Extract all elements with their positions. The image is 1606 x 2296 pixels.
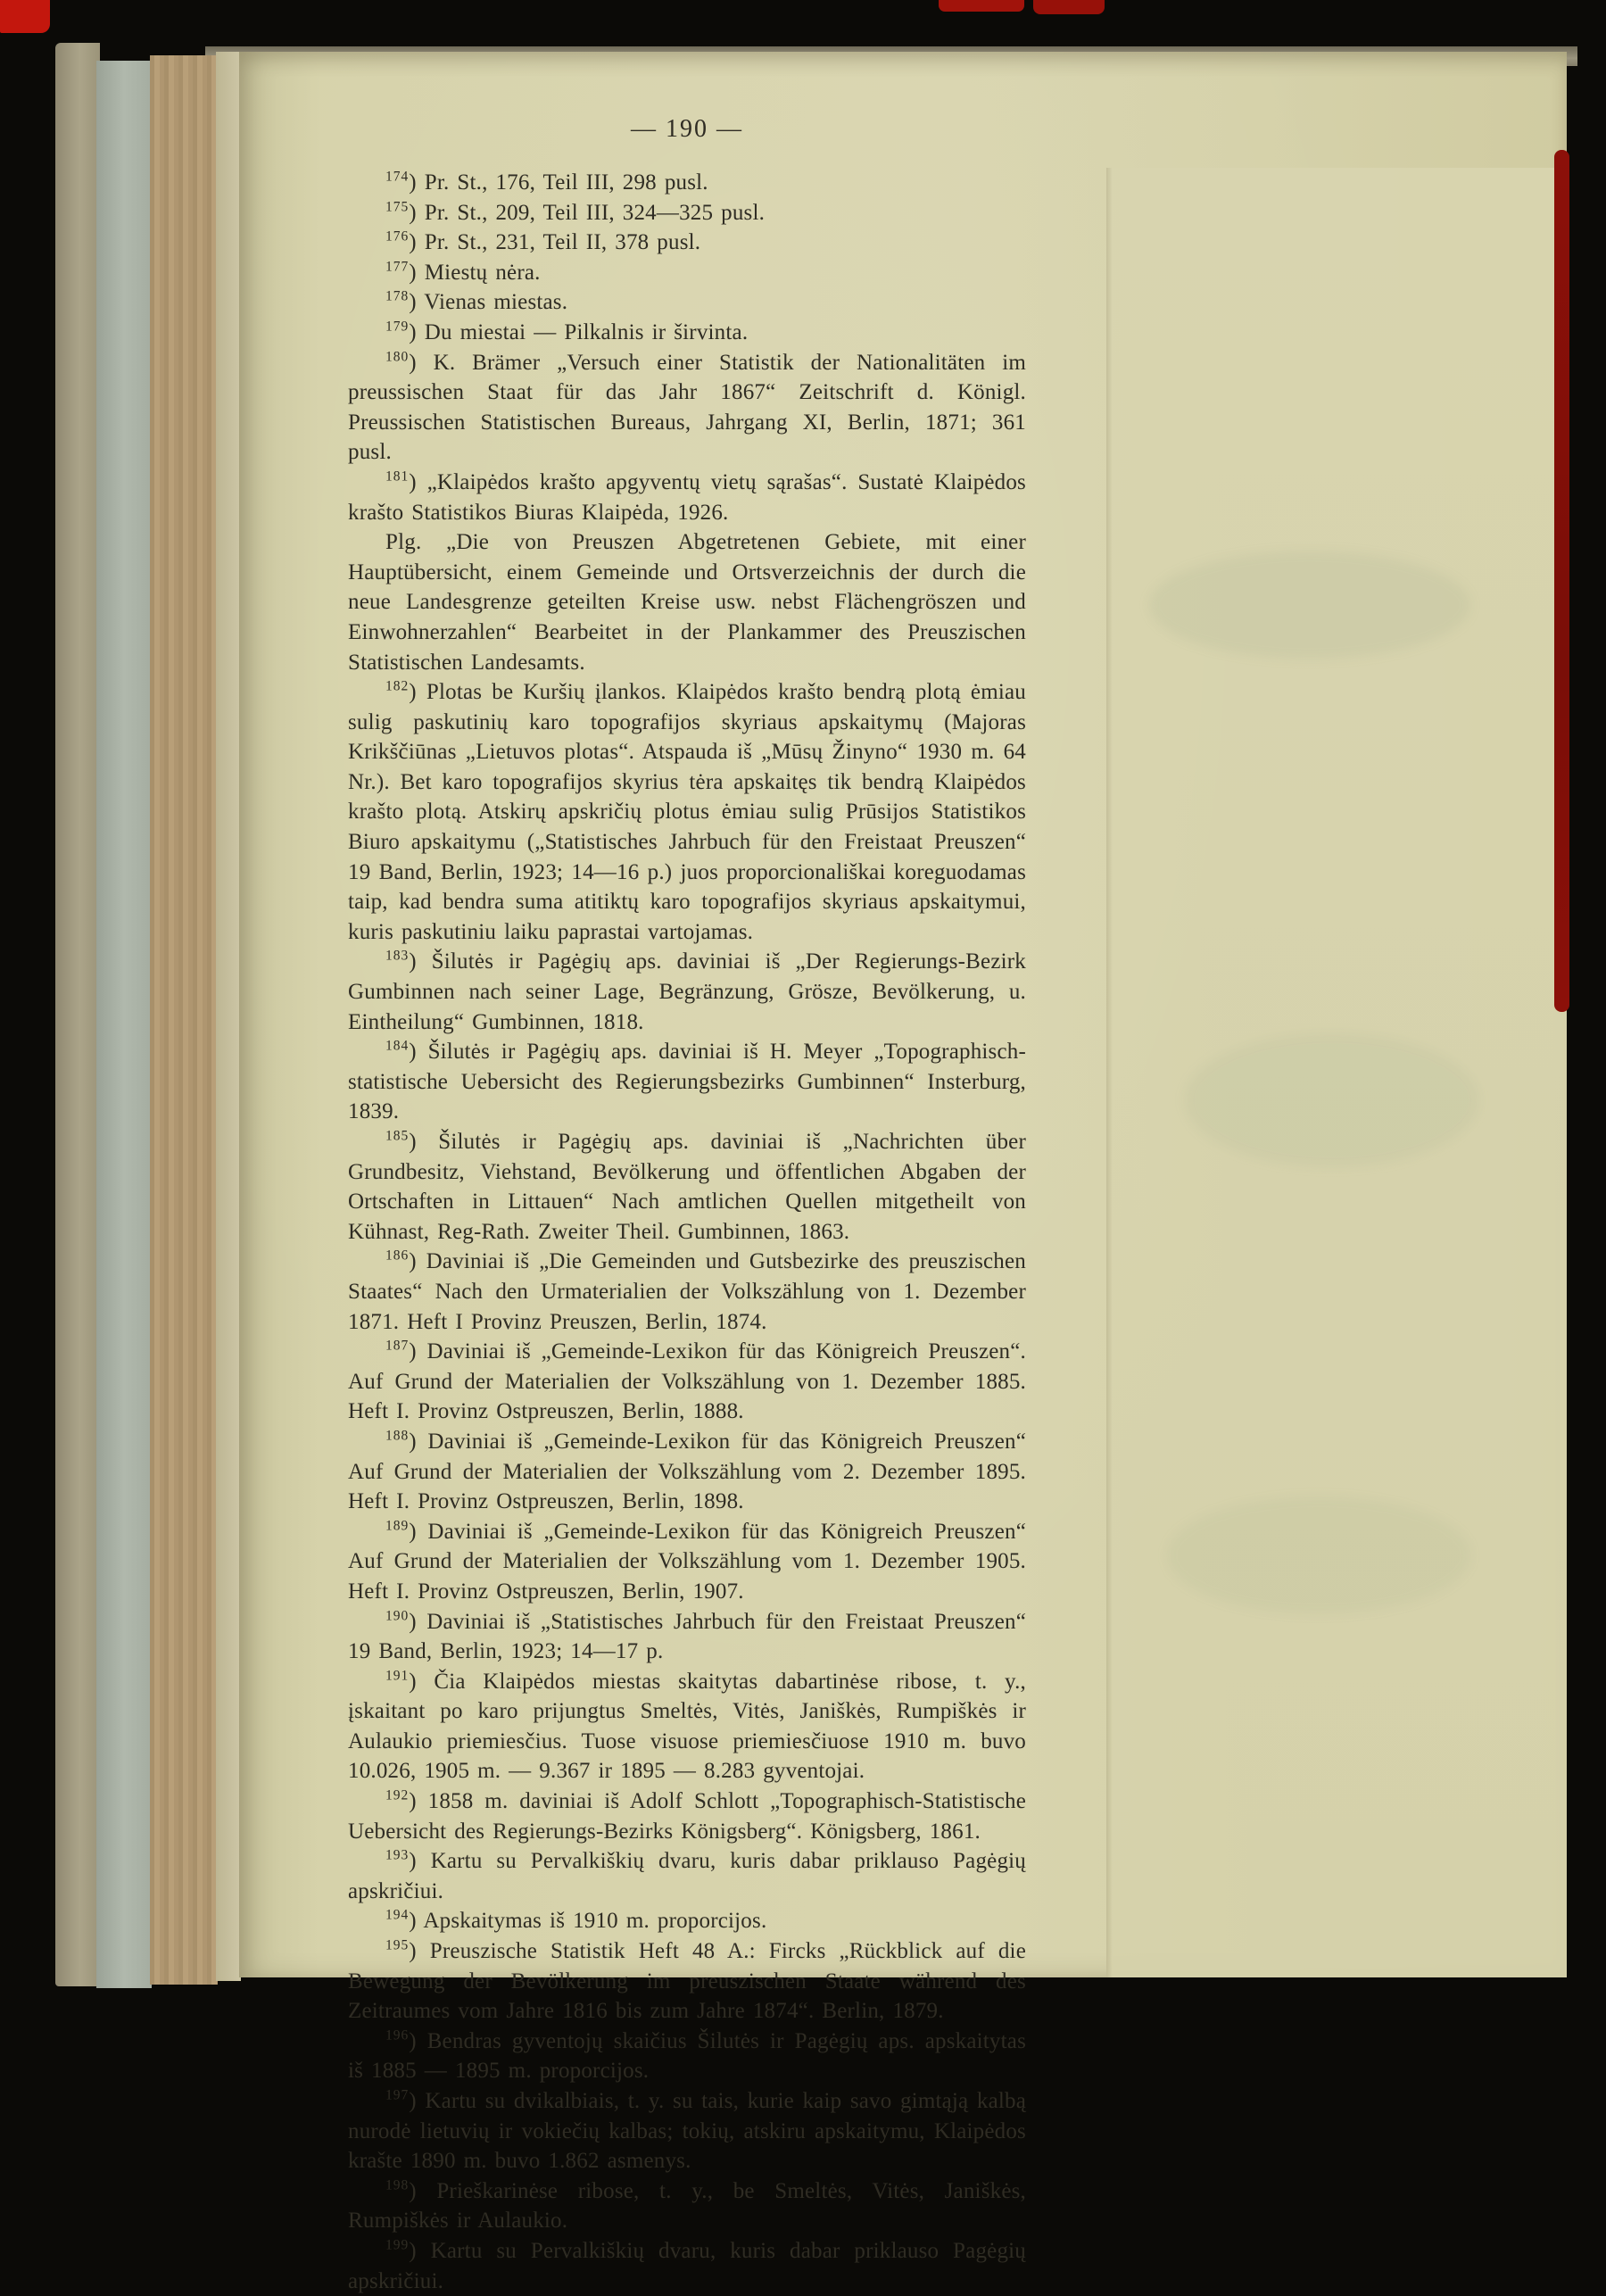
footnote-text: Preuszische Statistik Heft 48 A.: Fircks „Rückblick auf die Bewegung der Bevölkerung im preuszischen Staate während des Zeitraumes vom Jahre 1816 bis zum Jahre 1874“. Berlin, 1879. (348, 1939, 1027, 2024)
footnote-number-suffix: ) (409, 1789, 417, 1814)
footnote-number-suffix: ) (409, 1609, 417, 1634)
footnote-paragraph (348, 287, 1026, 318)
footnote-number: 180 (385, 349, 410, 365)
footnote-text: Daviniai iš „Die Gemeinden und Gutsbezirke des preuszischen Staates“ Nach den Urmaterialien der Volkszählung von 1. Dezember 1871. Heft I Provinz Preuszen, Berlin, 1874. (348, 1249, 1027, 1334)
footnote-text: Daviniai iš „Statistisches Jahrbuch für den Freistaat Preuszen“ 19 Band, Berlin, 1923; 14—17 p. (348, 1609, 1027, 1664)
footnote-number-suffix: ) (409, 1249, 417, 1274)
footnote-text: Šilutės ir Pagėgių aps. daviniai iš H. Meyer „Topographisch-statistische Uebersicht des Regierungsbezirks Gumbinnen“ Insterburg, 1839. (348, 1040, 1026, 1124)
footnote-text: Bendras gyventojų skaičius Šilutės ir Pagėgių aps. apskaitytas iš 1885 — 1895 m. proporcijos. (348, 2028, 1026, 2084)
footnote-number: 195 (385, 1937, 410, 1953)
footnote-paragraph (348, 2027, 1026, 2086)
footnote-paragraph (348, 1607, 1026, 1667)
footnote-text: Plg. „Die von Preuszen Abgetretenen Gebiete, mit einer Hauptübersicht, einem Gemeinde und Ortsverzeichnis der durch die neue Landesgrenze geteilten Kreise usw. nebst Flächengröszen und Einwohnerzahlen“ Bearbeitet in der Plankammer des Preuszischen Statistischen Landesamts. (348, 530, 1026, 675)
footnote-number: 176 (385, 228, 410, 245)
footnote-text: Apskaitymas iš 1910 m. proporcijos. (423, 1909, 767, 1934)
red-mark-top-b (1033, 0, 1105, 14)
page-number: — 190 — (631, 115, 743, 143)
footnote-number: 188 (385, 1428, 410, 1444)
footnote-number-suffix: ) (409, 200, 417, 225)
footnote-number-suffix: ) (409, 1339, 417, 1364)
footnote-text: Pr. St., 209, Teil III, 324—325 pusl. (424, 200, 766, 225)
book-page (239, 52, 1567, 2293)
footnote-number-suffix: ) (409, 1130, 417, 1154)
footnote-paragraph (348, 198, 1026, 228)
footnote-text: Kartu su Pervalkiškių dvaru, kuris dabar priklauso Pagėgių apskričiui. (348, 1849, 1026, 1903)
footnote-number-suffix: ) (409, 2238, 417, 2263)
footnote-paragraph (348, 527, 1026, 677)
footnote-paragraph (348, 2176, 1026, 2236)
footnote-text: Daviniai iš „Gemeinde-Lexikon für das Königreich Preuszen“ Auf Grund der Materialien der Volkszählung vom 1. Dezember 1905. Heft I. Provinz Ostpreuszen, Berlin, 1907. (348, 1519, 1027, 1604)
red-mark-right-edge (1554, 150, 1569, 1012)
footnotes-list (348, 168, 1026, 2296)
footnote-number-suffix: ) (409, 290, 417, 315)
footnote-paragraph (348, 1667, 1026, 1786)
footnote-number-suffix: ) (409, 680, 417, 705)
footnote-number-suffix: ) (409, 2089, 417, 2113)
footnote-paragraph (348, 468, 1026, 527)
footnote-number: 174 (385, 169, 410, 185)
footnote-text: „Klaipėdos krašto apgyventų vietų sąrašas“. Sustatė Klaipėdos krašto Statistikos Biuras Klaipėda, 1926. (348, 469, 1026, 525)
footnote-number-suffix: ) (409, 260, 417, 285)
footnote-number: 194 (385, 1908, 410, 1924)
footnote-number-suffix: ) (409, 469, 417, 494)
footnote-number-suffix: ) (409, 1939, 417, 1964)
footnote-text: Vienas miestas. (424, 290, 568, 315)
footnote-paragraph (348, 2086, 1026, 2176)
footnote-text: Plotas be Kuršių įlankos. Klaipėdos krašto bendrą plotą ėmiau sulig paskutinių karo topografijos skyriaus apskaitymų (Majoras Krikščiūnas „Lietuvos plotas“. Atspauda iš „Mūsų Žinyno“ 1930 m. 64 Nr.). Bet karo topografijos skyrius tėra apskaitęs tik bendrą Klaipėdos krašto plotą. Atskirų apskričių plotus ėmiau sulig Prūsijos Statistikos Biuro apskaitymu („Statistisches Jahrbuch für den Freistaat Preuszen“ 19 Band, Berlin, 1923; 14—16 p.) juos proporcionališkai koreguodamas taip, kad bendra suma atitiktų karo topografijos skyriaus apskaitymui, kuris paskutiniu laiku paprastai vartojamas. (348, 680, 1026, 944)
page-block-edge-tan (150, 55, 218, 1985)
footnote-number: 186 (385, 1248, 410, 1264)
footnote-number-suffix: ) (409, 230, 417, 255)
footnote-number-suffix: ) (409, 2028, 417, 2053)
footnote-text: Kartu su dvikalbiais, t. y. su tais, kurie kaip savo gimtąją kalbą nurodė lietuvių ir vokiečių kalbas; tokių, atskiru apskaitymu, Klaipėdos krašte 1890 m. buvo 1.862 asmenys. (348, 2089, 1027, 2174)
page-block-edge-gray (96, 61, 152, 1988)
footnote-number: 190 (385, 1608, 410, 1624)
ink-show-through (1167, 1497, 1470, 1613)
footnote-number: 197 (385, 2087, 410, 2103)
footnote-text: Šilutės ir Pagėgių aps. daviniai iš „Der Regierungs-Bezirk Gumbinnen nach seiner Lage, Begränzung, Grösze, Bevölkerung, u. Eintheilung“ Gumbinnen, 1818. (348, 949, 1026, 1034)
footnote-number: 193 (385, 1847, 410, 1863)
ink-show-through (1149, 551, 1470, 659)
footnote-number-suffix: ) (409, 1040, 417, 1065)
footnote-number: 196 (385, 2027, 410, 2043)
footnote-number: 184 (385, 1038, 410, 1054)
ink-show-through (1185, 1033, 1479, 1167)
footnote-number-suffix: ) (409, 1429, 417, 1454)
footnote-paragraph (348, 677, 1026, 947)
footnote-number: 198 (385, 2177, 410, 2193)
footnote-text: Prieškarinėse ribose, t. y., be Smeltės, Vitės, Janiškės, Rumpiškės ir Aulaukio. (348, 2178, 1026, 2234)
footnote-number: 191 (385, 1668, 410, 1684)
printed-text-block (348, 114, 1026, 2296)
footnote-text: Daviniai iš „Gemeinde-Lexikon für das Königreich Preuszen“ Auf Grund der Materialien der Volkszählung vom 2. Dezember 1895. Heft I. Provinz Ostpreuszen, Berlin, 1898. (348, 1429, 1027, 1514)
footnote-paragraph (348, 1037, 1026, 1127)
footnote-text: Šilutės ir Pagėgių aps. daviniai iš „Nachrichten über Grundbesitz, Viehstand, Bevölkerung und öffentlichen Abgaben der Ortschaften in Littauen“ Nach amtlichen Quellen mitgetheilt von Kühnast, Reg-Rath. Zweiter Theil. Gumbinnen, 1863. (348, 1130, 1027, 1244)
footnote-paragraph (348, 1906, 1026, 1936)
footnote-paragraph (348, 168, 1026, 198)
footnote-paragraph (348, 1936, 1026, 2027)
footnote-number-suffix: ) (409, 1519, 417, 1544)
footnote-paragraph (348, 2236, 1026, 2296)
footnote-paragraph (348, 1427, 1026, 1517)
footnote-paragraph (348, 1846, 1026, 1906)
footnote-paragraph (348, 1337, 1026, 1427)
footnote-number: 187 (385, 1338, 410, 1354)
footnote-number: 181 (385, 468, 410, 485)
footnote-paragraph (348, 318, 1026, 348)
footnote-text: Miestų nėra. (424, 260, 541, 285)
footnote-text: K. Brämer „Versuch einer Statistik der Nationalitäten im preussischen Staat für das Jahr 1867“ Zeitschrift d. Königl. Preussischen Statistischen Bureaus, Jahrgang XI, Berlin, 1871; 361 pusl. (348, 350, 1026, 465)
footnote-number-suffix: ) (409, 170, 417, 195)
footnote-text: Pr. St., 231, Teil II, 378 pusl. (424, 230, 701, 255)
footnote-number-suffix: ) (409, 1849, 417, 1874)
footnote-number-suffix: ) (409, 1669, 417, 1694)
footnote-number: 182 (385, 678, 410, 694)
footnote-text: Pr. St., 176, Teil III, 298 pusl. (424, 170, 708, 195)
footnote-number: 183 (385, 949, 410, 965)
footnote-number-suffix: ) (409, 949, 417, 974)
footnote-paragraph (348, 258, 1026, 288)
footnote-number-suffix: ) (409, 350, 417, 375)
footnote-number: 178 (385, 289, 410, 305)
footnote-paragraph (348, 228, 1026, 258)
footnote-number: 177 (385, 259, 410, 275)
footnote-paragraph (348, 1247, 1026, 1337)
footnote-number-suffix: ) (409, 319, 417, 344)
footnote-number-suffix: ) (409, 2178, 417, 2203)
footnote-text: Du miestai — Pilkalnis ir širvinta. (424, 319, 749, 344)
footnote-number: 199 (385, 2237, 410, 2253)
footnote-text: Daviniai iš „Gemeinde-Lexikon für das Königreich Preuszen“. Auf Grund der Materialien der Volkszählung von 1. Dezember 1885. Heft I. Provinz Ostpreuszen, Berlin, 1888. (348, 1339, 1027, 1424)
footnote-text: Kartu su Pervalkiškių dvaru, kuris dabar priklauso Pagėgių apskričiui. (348, 2238, 1026, 2293)
sheet-edge (216, 52, 241, 1981)
footnote-paragraph (348, 947, 1026, 1037)
footnote-number: 175 (385, 199, 410, 215)
footnote-paragraph (348, 1786, 1026, 1846)
footnote-number: 179 (385, 319, 410, 335)
footnote-paragraph (348, 1517, 1026, 1607)
footnote-text: 1858 m. daviniai iš Adolf Schlott „Topographisch-Statistische Uebersicht des Regierungs-Bezirks Königsberg“. Königsberg, 1861. (348, 1789, 1026, 1844)
footnote-paragraph (348, 348, 1026, 468)
footnote-number: 192 (385, 1787, 410, 1803)
footnote-number-suffix: ) (409, 1909, 417, 1934)
footnote-paragraph (348, 1127, 1026, 1247)
red-mark-top-a (939, 0, 1024, 12)
footnote-number: 185 (385, 1128, 410, 1144)
footnote-text: Čia Klaipėdos miestas skaitytas dabartinėse ribose, t. y., įskaitant po karo prijungtus Smeltės, Vitės, Janiškės, Rumpiškės ir Aulaukio priemiesčius. Tuose visuose priemiesčiuose 1910 m. buvo 10.026, 1905 m. — 9.367 ir 1895 — 8.283 gyventojai. (348, 1669, 1026, 1784)
red-mark-top-left (0, 0, 50, 33)
book-cover-edge (55, 43, 100, 1986)
footnote-number: 189 (385, 1518, 410, 1534)
